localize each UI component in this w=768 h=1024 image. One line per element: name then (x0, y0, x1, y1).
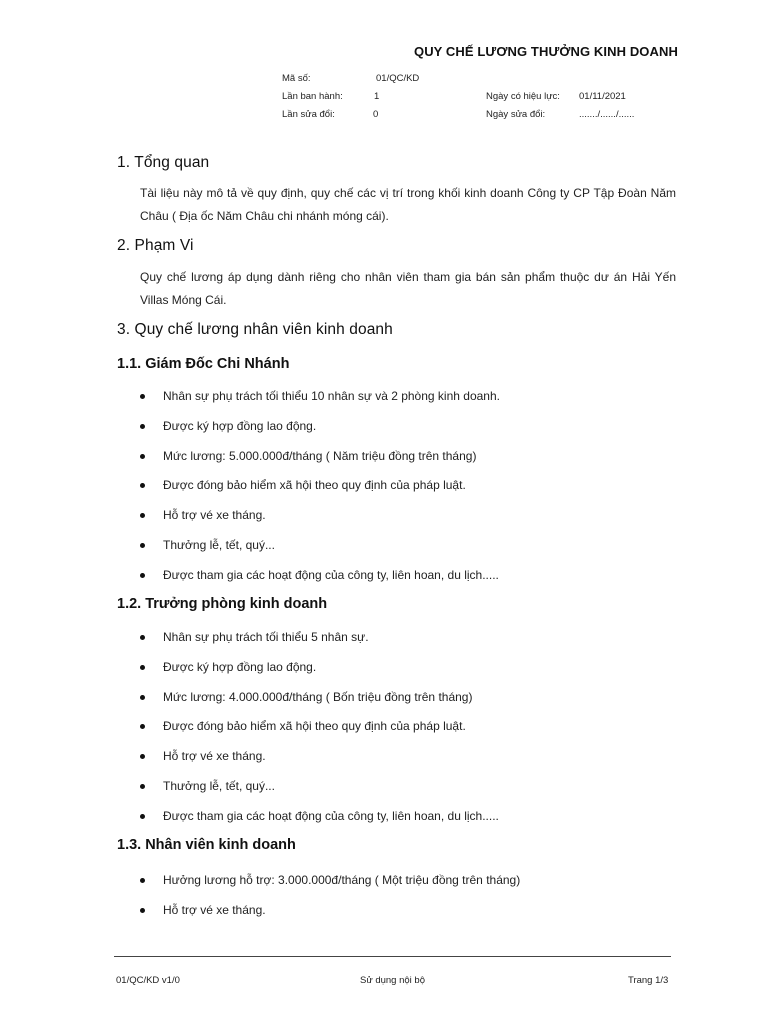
footer-doc-code: 01/QC/KD v1/0 (116, 975, 180, 986)
list-item (140, 903, 520, 933)
bullet-icon (140, 784, 145, 789)
list-item-text: Được tham gia các hoạt động của công ty, liên hoan, du lịch..... (163, 808, 499, 823)
list-item (140, 389, 500, 419)
bullet-icon (140, 665, 145, 670)
meta-block (282, 73, 682, 133)
subsection-heading-sales-manager: 1.2. Trưởng phòng kinh doanh (117, 596, 328, 612)
list-item (140, 719, 499, 749)
list-item (140, 809, 499, 839)
list-item-text: Được đóng bảo hiểm xã hội theo quy định của pháp luật. (163, 719, 466, 734)
list-item (140, 419, 500, 449)
list-item-text: Thưởng lễ, tết, quý... (163, 778, 275, 793)
list-item-text: Hỗ trợ vé xe tháng. (163, 749, 266, 764)
list-item-text: Thưởng lễ, tết, quý... (163, 537, 275, 552)
bullet-icon (140, 814, 145, 819)
footer-page-number: Trang 1/3 (628, 975, 669, 986)
sales-manager-list (140, 630, 499, 839)
list-item (140, 630, 499, 660)
bullet-icon (140, 908, 145, 913)
modified-value: ......./....../...... (579, 109, 635, 120)
list-item-text: Được ký hợp đồng lao động. (163, 418, 317, 433)
list-item-text: Hỗ trợ vé xe tháng. (163, 508, 266, 523)
code-label: Mã số: (282, 73, 311, 84)
list-item-text: Được đóng bảo hiểm xã hội theo quy định của pháp luật. (163, 478, 466, 493)
list-item (140, 873, 520, 903)
bullet-icon (140, 573, 145, 578)
bullet-icon (140, 513, 145, 518)
list-item (140, 568, 500, 598)
document-title: QUY CHẾ LƯƠNG THƯỞNG KINH DOANH (413, 44, 678, 59)
modified-label: Ngày sửa đổi: (486, 109, 546, 120)
bullet-icon (140, 454, 145, 459)
bullet-icon (140, 394, 145, 399)
effective-value: 01/11/2021 (579, 91, 626, 102)
list-item-text: Hưởng lương hỗ trợ: 3.000.000đ/tháng ( Một triệu đồng trên tháng) (163, 873, 521, 887)
footer-usage: Sử dụng nội bộ (360, 975, 425, 986)
list-item (140, 478, 500, 508)
list-item (140, 779, 499, 809)
list-item-text: Hỗ trợ vé xe tháng. (163, 902, 266, 917)
footer-divider (114, 956, 671, 957)
bullet-icon (140, 878, 145, 883)
effective-label: Ngày có hiệu lực: (486, 91, 560, 102)
list-item-text: Được tham gia các hoạt động của công ty, liên hoan, du lịch..... (163, 567, 499, 582)
section-heading-salary-policy: 3. Quy chế lương nhân viên kinh doanh (117, 321, 393, 338)
bullet-icon (140, 543, 145, 548)
revision-label: Lần sửa đổi: (282, 109, 335, 120)
list-item-text: Mức lương: 4.000.000đ/tháng ( Bốn triệu đồng trên tháng) (163, 689, 473, 704)
list-item-text: Nhân sự phụ trách tối thiểu 5 nhân sự. (163, 630, 369, 644)
issue-label: Lần ban hành: (282, 91, 343, 102)
bullet-icon (140, 724, 145, 729)
sales-staff-list (140, 873, 520, 933)
section-heading-overview: 1. Tổng quan (117, 154, 210, 171)
list-item (140, 449, 500, 479)
bullet-icon (140, 424, 145, 429)
bullet-icon (140, 635, 145, 640)
list-item (140, 690, 499, 720)
issue-value: 1 (374, 91, 380, 102)
branch-director-list (140, 389, 500, 598)
bullet-icon (140, 483, 145, 488)
bullet-icon (140, 695, 145, 700)
section-text-overview: Tài liệu này mô tả về quy định, quy chế các vị trí trong khối kinh doanh Công ty CP Tập Đoàn Năm Châu ( Địa ốc Năm Châu chi nhánh móng cái). (140, 186, 676, 223)
list-item (140, 660, 499, 690)
list-item-text: Được ký hợp đồng lao động. (163, 659, 317, 674)
list-item (140, 508, 500, 538)
section-text-scope: Quy chế lương áp dụng dành riêng cho nhân viên tham gia bán sản phẩm thuộc dư án Hải Yến Villas Móng Cái. (140, 270, 676, 307)
list-item-text: Nhân sự phụ trách tối thiểu 10 nhân sự và 2 phòng kinh doanh. (163, 389, 500, 403)
code-value: 01/QC/KD (376, 73, 420, 84)
revision-value: 0 (373, 109, 379, 120)
bullet-icon (140, 754, 145, 759)
subsection-heading-branch-director: 1.1. Giám Đốc Chi Nhánh (117, 356, 290, 372)
list-item-text: Mức lương: 5.000.000đ/tháng ( Năm triệu đồng trên tháng) (163, 448, 477, 463)
section-heading-scope: 2. Phạm Vi (117, 237, 194, 254)
list-item (140, 749, 499, 779)
list-item (140, 538, 500, 568)
subsection-heading-sales-staff: 1.3. Nhân viên kinh doanh (117, 837, 296, 853)
